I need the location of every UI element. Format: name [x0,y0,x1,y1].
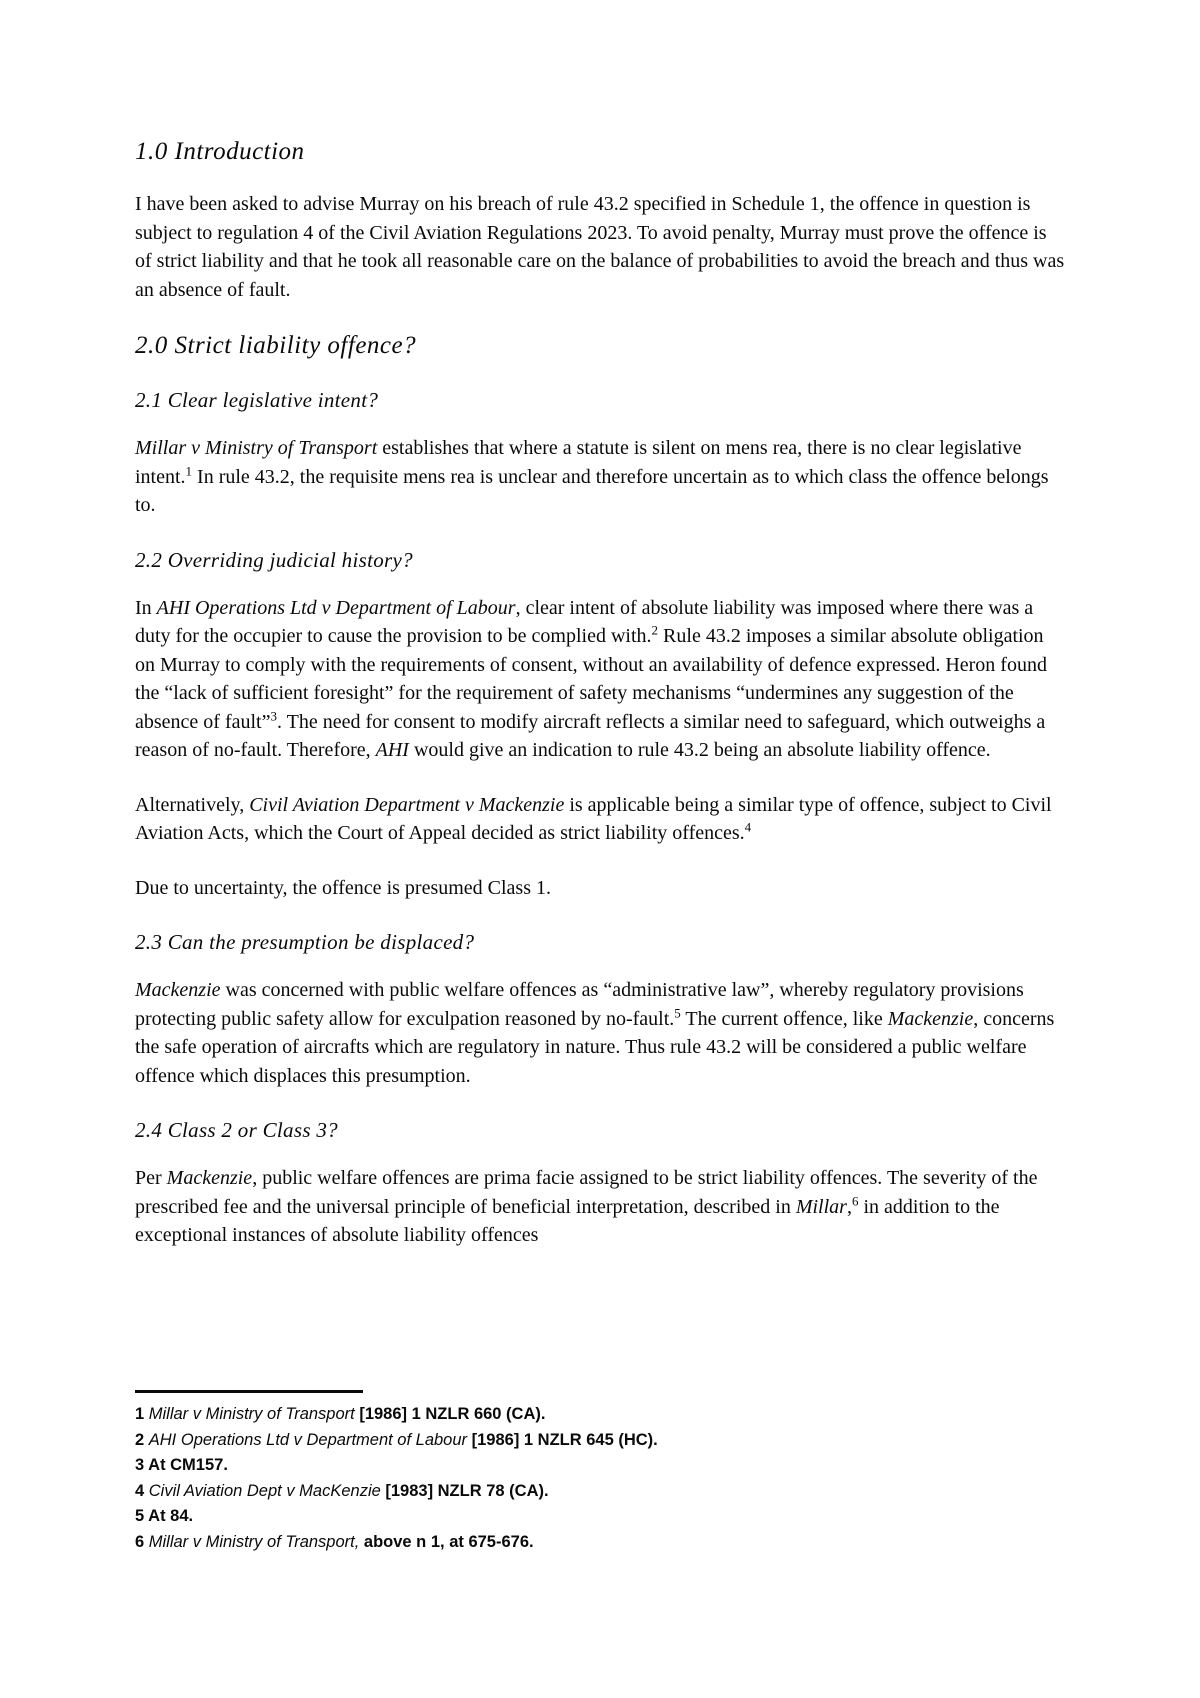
text-run: 6 [135,1532,149,1551]
text-run: would give an indication to rule 43.2 being an absolute liability offence. [408,739,991,761]
text-run: 2.4 Class 2 or Class 3? [135,1118,338,1142]
footnote-reference: 3 [270,707,277,723]
footnote-reference: 1 [185,462,193,478]
text-run: was concerned with public welfare offences as “administrative law”, whereby regulatory provisions protecting public safety allow for exculpation reasoned by no-fault. [135,979,1024,1030]
paragraph-ahi-operations [135,594,1067,765]
text-run: 2.1 Clear legislative intent? [135,388,379,412]
footnote-item [135,1428,1067,1454]
heading-clear-legislative-intent [135,386,1067,414]
footnote-reference: 6 [851,1192,859,1208]
footnote-item [135,1402,1067,1428]
footnotes-section [135,1390,1067,1555]
text-run: Millar v Ministry of Transport [135,437,378,459]
text-run: 2.3 Can the presumption be displaced? [135,930,475,954]
text-run: 2 [135,1430,149,1449]
text-run: Due to uncertainty, the offence is presumed Class 1. [135,876,551,899]
text-run: Per [135,1167,167,1189]
text-run: , concerns the safe operation of aircrafts which are regulatory in nature. Thus rule 43.2 will be considered a public welfare offence which displaces this presumption. [135,1007,1055,1087]
footnote-separator [135,1390,363,1393]
text-run: Millar v Ministry of Transport [148,1405,355,1423]
text-run: in addition to the exceptional instances of absolute liability offences [135,1195,1000,1246]
text-run: 2.0 Strict liability offence? [135,332,417,359]
text-run: , public welfare offences are prima facie assigned to be strict liability offences. The severity of the prescribed fee and the universal principle of beneficial interpretation, described in [135,1167,1038,1218]
footnote-reference: 2 [651,622,659,638]
text-run: Millar [795,1195,847,1218]
footnote-item [135,1479,1067,1505]
footnote-item [135,1453,1067,1479]
paragraph-class-2-or-3 [135,1164,1067,1250]
text-run: Mackenzie [887,1007,974,1030]
text-run: Civil Aviation Department v Mackenzie [249,793,565,816]
text-run: [1986] 1 NZLR 645 (HC). [467,1430,658,1449]
footnote-reference: 4 [744,819,752,835]
heading-strict-liability-offence [135,330,1067,362]
heading-introduction [135,136,1067,168]
text-run: 5 At 84. [135,1507,194,1525]
text-run: , [846,1195,852,1218]
text-run: [1983] NZLR 78 (CA). [380,1481,549,1500]
paragraph-mackenzie-alternative [135,791,1067,848]
text-run: I have been asked to advise Murray on his breach of rule 43.2 specified in Schedule 1, the offence in question is subject to regulation 4 of the Civil Aviation Regulations 2023. To avoid penalty, Murray must prove the offence is of strict liability and that he took all reasonable care on the balance of probabilities to avoid the breach and thus was an absence of fault. [135,193,1065,301]
text-run: 2.2 Overriding judicial history? [135,547,413,572]
text-run: 1 [135,1405,149,1423]
text-run: Mackenzie [166,1167,253,1189]
footnote-item [135,1530,1067,1556]
text-run: AHI Operations Ltd v Department of Labour [148,1430,468,1449]
text-run: [1986] 1 NZLR 660 (CA). [354,1405,546,1423]
text-run: Alternatively, [135,793,250,816]
paragraph-introduction [135,190,1067,304]
text-run: is applicable being a similar type of offence, subject to Civil Aviation Acts, which the Court of Appeal decided as strict liability offences. [135,793,1052,844]
footnote-reference: 5 [674,1004,681,1020]
heading-overriding-judicial-history [135,546,1067,574]
heading-class-2-or-3 [135,1116,1067,1144]
heading-presumption-displaced [135,928,1067,956]
text-run: AHI [375,739,409,761]
text-run: , clear intent of absolute liability was imposed where there was a duty for the occupier to cause the provision to be complied with. [135,596,1034,647]
text-run: Civil Aviation Dept v MacKenzie [148,1481,381,1500]
text-run: . The need for consent to modify aircraft reflects a similar need to safeguard, which outweighs a reason of no-fault. Therefore, [135,710,1046,761]
text-run: AHI Operations Ltd v Department of Labour [156,596,516,619]
paragraph-presumed-class-1 [135,874,1067,903]
text-run: establishes that where a statute is silent on mens rea, there is no clear legislative intent. [135,437,1022,488]
paragraph-legislative-intent [135,434,1067,520]
text-run: Rule 43.2 imposes a similar absolute obligation on Murray to comply with the requirements of consent, without an availability of defence expressed. Heron found the “lack of sufficient foresight” for the requirement of safety mechanisms “undermines any suggestion of the absence of fault” [135,625,1047,733]
paragraph-public-welfare [135,976,1067,1090]
footnote-item [135,1504,1067,1530]
text-run: The current offence, like [680,1007,888,1030]
text-run: 1.0 Introduction [135,138,305,165]
footnote-list [135,1402,1067,1555]
document-body [135,136,1067,1276]
text-run: In [135,596,157,619]
text-run: Mackenzie [135,979,221,1001]
text-run: 4 [135,1481,149,1500]
text-run: In rule 43.2, the requisite mens rea is unclear and therefore uncertain as to which class the offence belongs to. [135,465,1049,516]
text-run: Millar v Ministry of Transport, [148,1532,360,1551]
text-run: above n 1, at 675-676. [359,1532,534,1551]
text-run: 3 At CM157. [135,1456,228,1474]
